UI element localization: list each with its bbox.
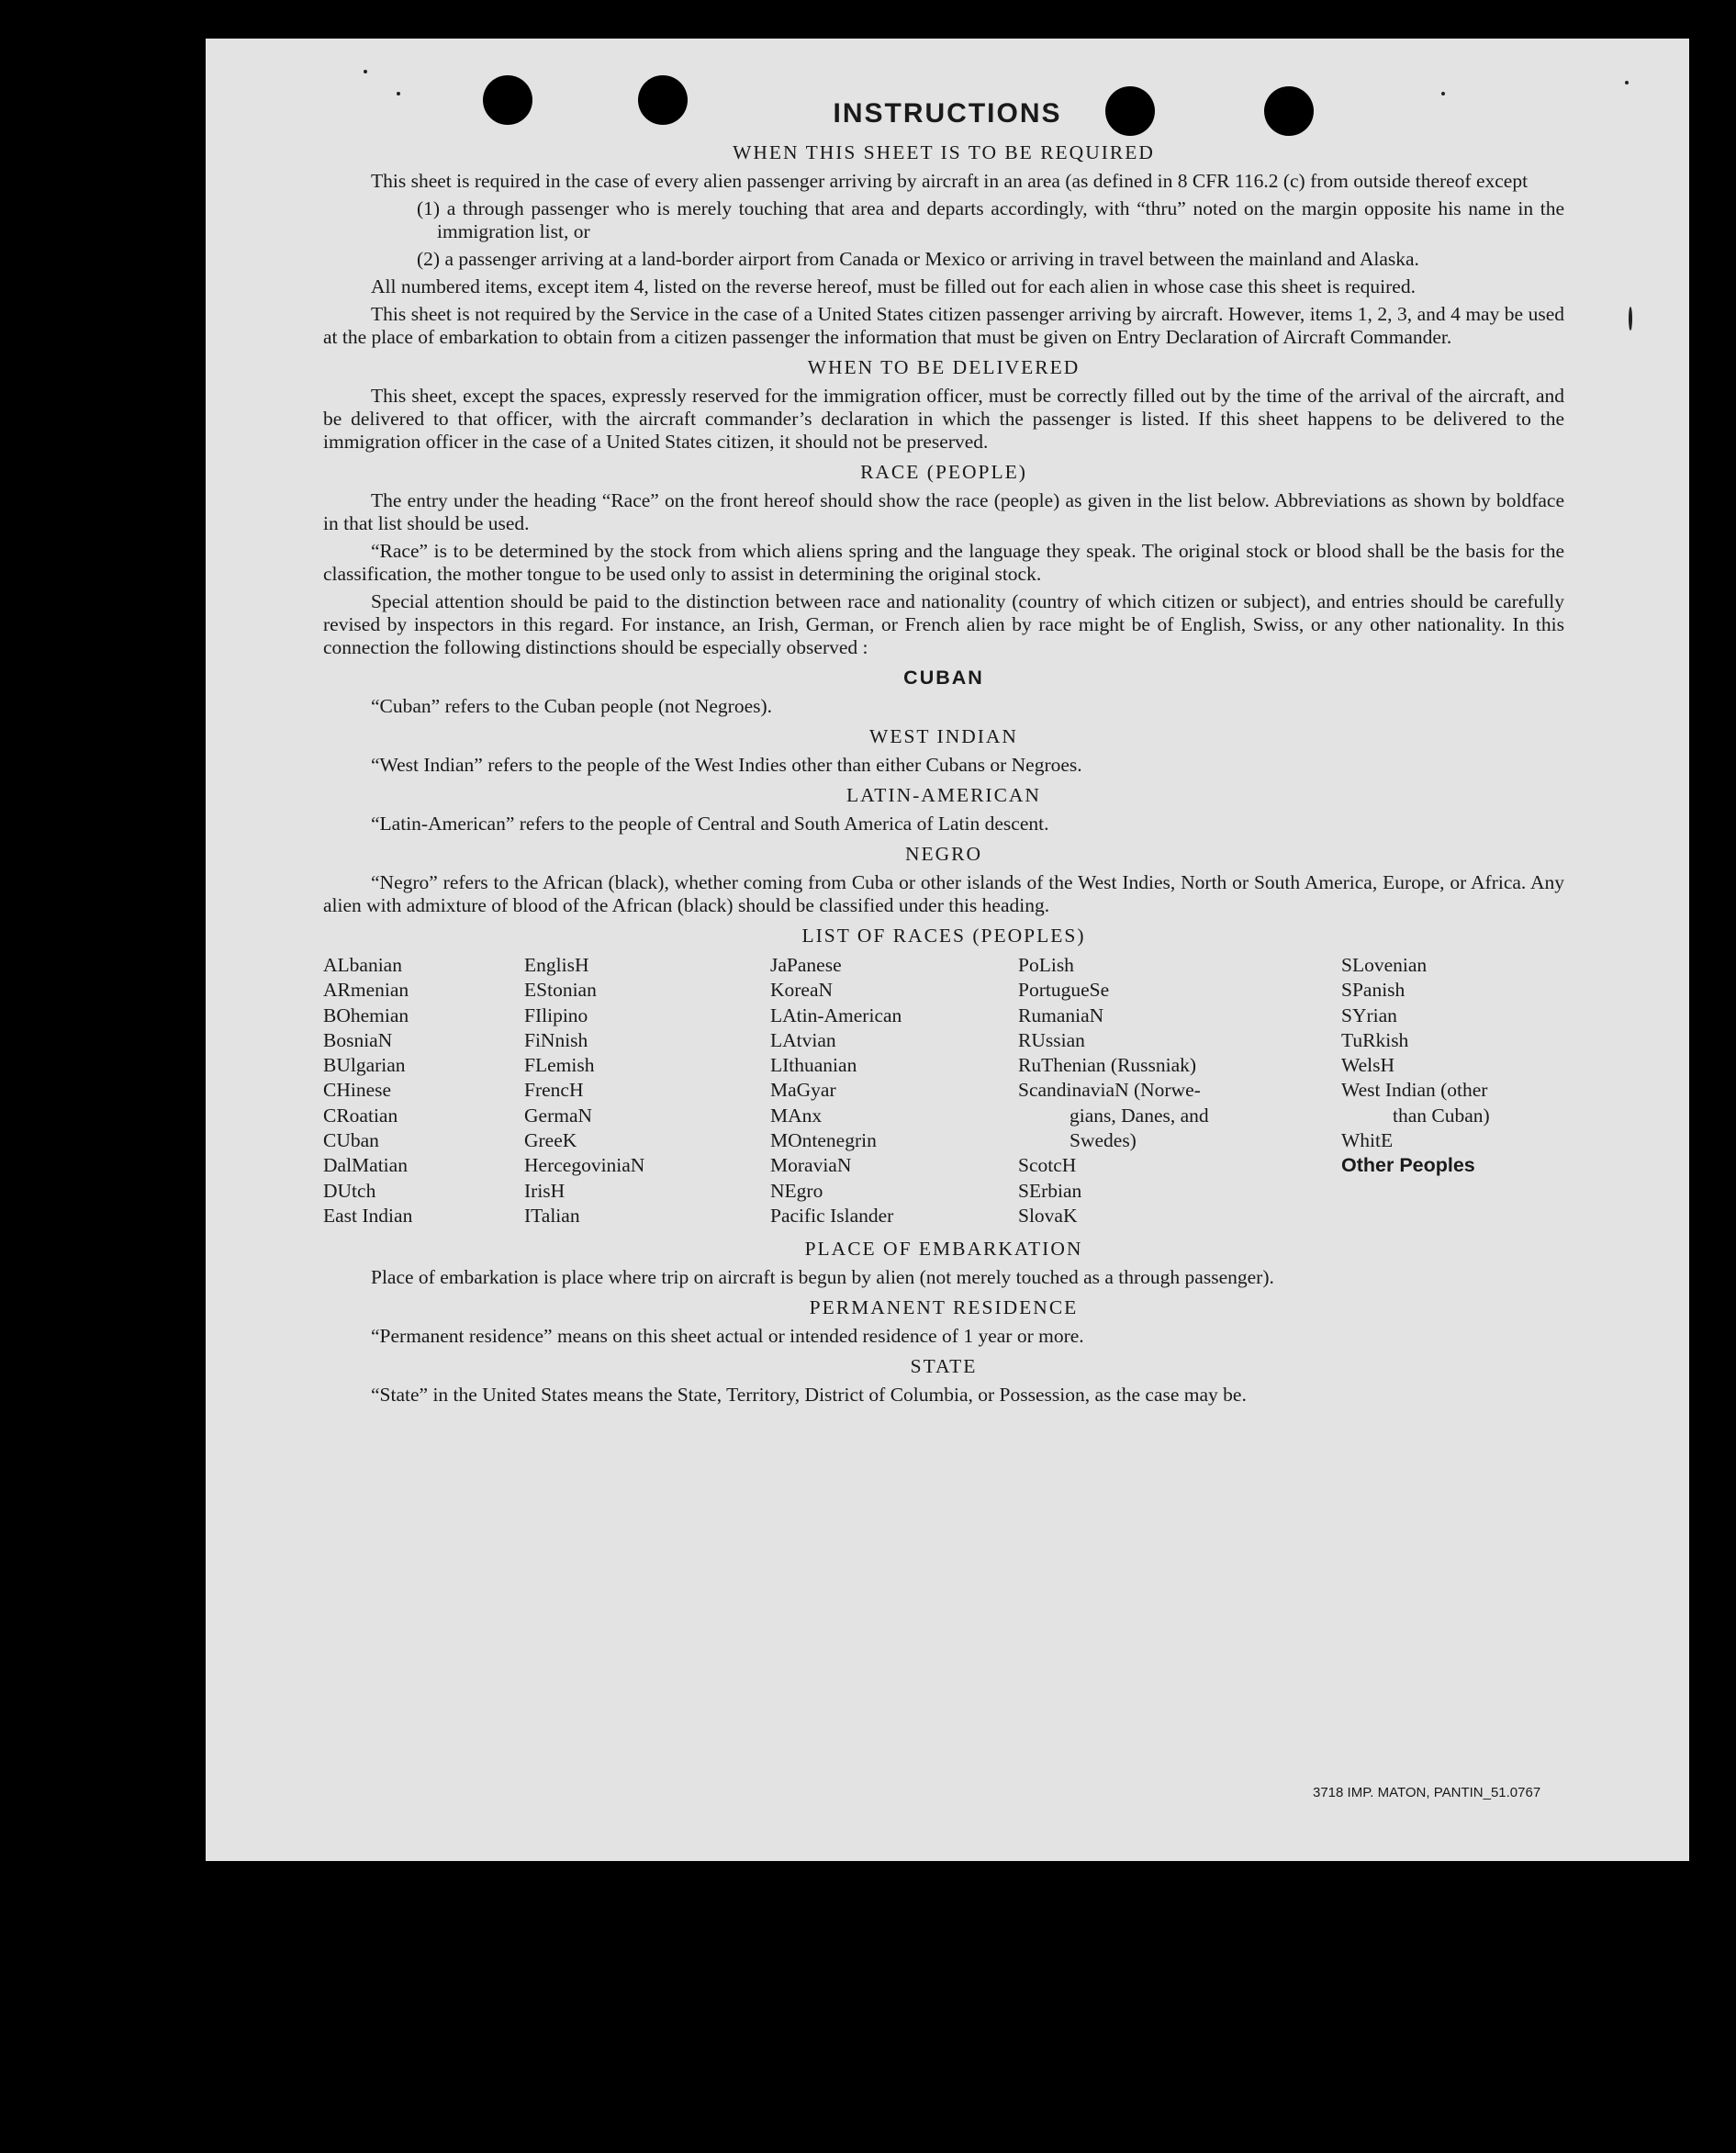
speck: [1625, 81, 1629, 84]
races-column-2: [524, 953, 770, 1228]
race-entry: RuThenian (Russniak): [1018, 1054, 1197, 1077]
race-entry: FiNnish: [524, 1028, 588, 1051]
race-entry: LIthuanian: [770, 1054, 857, 1077]
race-entry: GreeK: [524, 1129, 577, 1152]
section-heading-west-indian: WEST INDIAN: [869, 725, 1018, 747]
required-item-2: (2) a passenger arriving at a land-border airport from Canada or Mexico or arriving in travel between the mainland and Alaska.: [417, 248, 1419, 270]
race-entry-continued: Swedes): [1070, 1129, 1137, 1152]
section-heading-latin-american: LATIN-AMERICAN: [846, 784, 1041, 806]
state-text: “State” in the United States means the State, Territory, District of Columbia, or Possession, as the case may be.: [371, 1384, 1247, 1407]
races-column-5: [1341, 953, 1564, 1228]
race-entry: BOhemian: [323, 1004, 409, 1026]
race-entry-continued: gians, Danes, and: [1070, 1104, 1209, 1127]
race-entry: EnglisH: [524, 954, 589, 976]
race-entry: DalMatian: [323, 1154, 408, 1177]
page-title: INSTRUCTIONS: [833, 98, 1062, 129]
race-entry: WhitE: [1341, 1129, 1394, 1152]
race-entry-continued: than Cuban): [1393, 1104, 1490, 1127]
required-intro: This sheet is required in the case of every alien passenger arriving by aircraft in an area (as defined in 8 CFR 116.2 (c) from outside thereof except: [371, 170, 1529, 192]
race-entry: BUlgarian: [323, 1054, 406, 1077]
section-heading-negro: NEGRO: [904, 843, 983, 865]
race-entry: ALbanian: [323, 954, 402, 976]
races-list: [323, 953, 1564, 1228]
race-entry: TuRkish: [1341, 1028, 1409, 1051]
race-entry: HercegoviniaN: [524, 1154, 645, 1177]
section-heading-residence: PERMANENT RESIDENCE: [809, 1296, 1079, 1319]
race-entry: MAnx: [770, 1104, 823, 1127]
speck: [1629, 307, 1632, 331]
race-entry: CUban: [323, 1129, 379, 1152]
race-entry: PortugueSe: [1018, 979, 1110, 1002]
race-entry: Pacific Islander: [770, 1204, 894, 1227]
race-entry: ITalian: [524, 1204, 580, 1227]
required-paragraph-2: All numbered items, except item 4, listed on the reverse hereof, must be filled out for each alien in whose case this sheet is required.: [371, 275, 1416, 297]
race-entry: FrencH: [524, 1079, 584, 1102]
race-paragraph-1: The entry under the heading “Race” on the front hereof should show the race (people) as given in the list below. Abbreviations as shown by boldface in that list should be used.: [323, 489, 1564, 534]
section-heading-state: STATE: [910, 1355, 978, 1378]
race-entry: East Indian: [323, 1204, 413, 1227]
races-column-4: [1018, 953, 1341, 1228]
negro-text: “Negro” refers to the African (black), whether coming from Cuba or other islands of the West Indies, North or South America, Europe, or Africa. Any alien with admixture of blood of the African (black) should be classified under this heading.: [323, 871, 1564, 916]
race-entry: EStonian: [524, 979, 597, 1002]
race-entry: KoreaN: [770, 979, 834, 1002]
section-heading-race: RACE (PEOPLE): [860, 461, 1027, 483]
race-entry: CRoatian: [323, 1104, 398, 1127]
race-entry: MaGyar: [770, 1079, 836, 1102]
speck: [364, 70, 367, 73]
race-entry: MoraviaN: [770, 1154, 852, 1177]
race-entry: West Indian (other: [1341, 1079, 1488, 1102]
section-heading-delivered: WHEN TO BE DELIVERED: [807, 356, 1081, 378]
race-entry-other-peoples: Other Peoples: [1341, 1154, 1475, 1177]
race-entry: CHinese: [323, 1079, 392, 1102]
latin-american-text: “Latin-American” refers to the people of Central and South America of Latin descent.: [371, 813, 1049, 835]
race-entry: IrisH: [524, 1179, 566, 1202]
required-item-1: (1) a through passenger who is merely touching that area and departs accordingly, with “thru” noted on the margin opposite his name in the immigration list, or: [417, 197, 1564, 242]
race-entry: MOntenegrin: [770, 1129, 877, 1152]
required-paragraph-3: This sheet is not required by the Service in the case of a United States citizen passenger arriving by aircraft. However, items 1, 2, 3, and 4 may be used at the place of embarkation to obtain from a citizen passenger the information that must be given on Entry Declaration of Aircraft Commander.: [323, 303, 1564, 348]
race-entry: DUtch: [323, 1179, 376, 1202]
race-entry: SlovaK: [1018, 1204, 1078, 1227]
list-of-races-heading: LIST OF RACES (PEOPLES): [801, 925, 1086, 947]
section-heading-embarkation: PLACE OF EMBARKATION: [804, 1238, 1083, 1261]
west-indian-text: “West Indian” refers to the people of the West Indies other than either Cubans or Negroes.: [371, 754, 1082, 776]
section-heading-cuban: CUBAN: [903, 667, 984, 689]
race-entry: ScandinaviaN (Norwe-: [1018, 1079, 1201, 1102]
race-entry: LAtvian: [770, 1028, 836, 1051]
race-entry: SLovenian: [1341, 954, 1428, 976]
race-entry: ScotcH: [1018, 1154, 1077, 1177]
race-entry: PoLish: [1018, 954, 1074, 976]
race-entry: WelsH: [1341, 1054, 1394, 1077]
speck: [397, 92, 400, 95]
speck: [1441, 92, 1445, 95]
race-entry: LAtin-American: [770, 1004, 902, 1026]
race-entry: GermaN: [524, 1104, 593, 1127]
races-column-3: [770, 953, 1018, 1228]
embarkation-text: Place of embarkation is place where trip on aircraft is begun by alien (not merely touched as a through passenger).: [371, 1266, 1274, 1289]
races-column-1: [323, 953, 524, 1228]
race-entry: FIlipino: [524, 1004, 588, 1026]
section-heading-required: WHEN THIS SHEET IS TO BE REQUIRED: [733, 141, 1155, 163]
residence-text: “Permanent residence” means on this sheet actual or intended residence of 1 year or more.: [371, 1325, 1084, 1348]
race-entry: SYrian: [1341, 1004, 1397, 1026]
document-sheet: [206, 39, 1689, 1861]
race-entry: RumaniaN: [1018, 1004, 1104, 1026]
race-paragraph-2: “Race” is to be determined by the stock from which aliens spring and the language they speak. The original stock or blood shall be the basis for the classification, the mother tongue to be used only to assist in determining the original stock.: [323, 540, 1564, 585]
delivered-paragraph: This sheet, except the spaces, expressly reserved for the immigration officer, must be correctly filled out by the time of the arrival of the aircraft, and be delivered to that officer, with the aircraft commander’s declaration in which the passenger is listed. If this sheet happens to be delivered to the immigration officer in the case of a United States citizen, it should not be preserved.: [323, 385, 1564, 453]
race-entry: SErbian: [1018, 1179, 1082, 1202]
race-entry: NEgro: [770, 1179, 823, 1202]
cuban-text: “Cuban” refers to the Cuban people (not Negroes).: [371, 695, 773, 717]
race-entry: SPanish: [1341, 979, 1406, 1002]
instructions-body: [323, 141, 1564, 1411]
race-entry: ARmenian: [323, 979, 409, 1002]
race-entry: RUssian: [1018, 1028, 1085, 1051]
printer-footnote: 3718 IMP. MATON, PANTIN_51.0767: [1313, 1785, 1541, 1800]
race-entry: JaPanese: [770, 954, 842, 976]
race-entry: FLemish: [524, 1054, 595, 1077]
race-entry: BosniaN: [323, 1028, 393, 1051]
race-paragraph-3: Special attention should be paid to the distinction between race and nationality (country of which citizen or subject), and entries should be carefully revised by inspectors in this regard. For instance, an Irish, German, or French alien by race might be of English, Swiss, or any other nationality. In this connection the following distinctions should be especially observed :: [323, 590, 1564, 658]
